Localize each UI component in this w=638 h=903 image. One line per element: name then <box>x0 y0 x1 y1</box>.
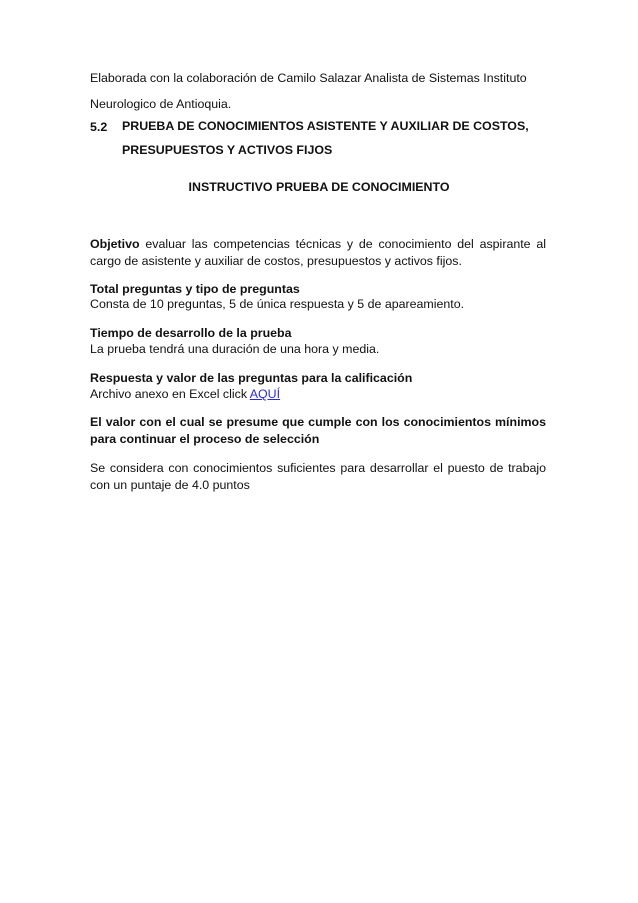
respuesta-text: Archivo anexo en Excel click <box>90 387 250 401</box>
total-preguntas-heading: Total preguntas y tipo de preguntas <box>90 282 300 296</box>
tiempo-text: La prueba tendrá una duración de una hora y media. <box>90 342 380 356</box>
tiempo-heading: Tiempo de desarrollo de la prueba <box>90 326 292 340</box>
section-title: PRUEBA DE CONOCIMIENTOS ASISTENTE Y AUXILIAR DE COSTOS, PRESUPUESTOS Y ACTIVOS FIJOS <box>122 119 529 157</box>
section-number: 5.2 <box>90 120 108 134</box>
aqui-link[interactable]: AQUÍ <box>249 387 281 401</box>
considera-paragraph: Se considera con conocimientos suficientes para desarrollar el puesto de trabajo con un puntaje de 4.0 puntos <box>90 461 546 492</box>
objetivo-label: Objetivo <box>90 237 140 251</box>
instructivo-title: INSTRUCTIVO PRUEBA DE CONOCIMIENTO <box>188 180 450 194</box>
respuesta-heading: Respuesta y valor de las preguntas para la calificación <box>90 371 413 385</box>
intro-line-2: Neurologico de Antioquia. <box>90 97 232 111</box>
objetivo-paragraph <box>90 236 546 270</box>
intro-line-1: Elaborada con la colaboración de Camilo Salazar Analista de Sistemas Instituto <box>90 71 527 85</box>
total-preguntas-text: Consta de 10 preguntas, 5 de única respuesta y 5 de apareamiento. <box>90 297 465 311</box>
objetivo-text: evaluar las competencias técnicas y de conocimiento del aspirante al cargo de asistente y auxiliar de costos, presupuestos y activos fijos. <box>90 237 546 268</box>
valor-paragraph: El valor con el cual se presume que cumple con los conocimientos mínimos para continuar el proceso de selección <box>90 415 546 446</box>
respuesta-line <box>90 388 546 400</box>
